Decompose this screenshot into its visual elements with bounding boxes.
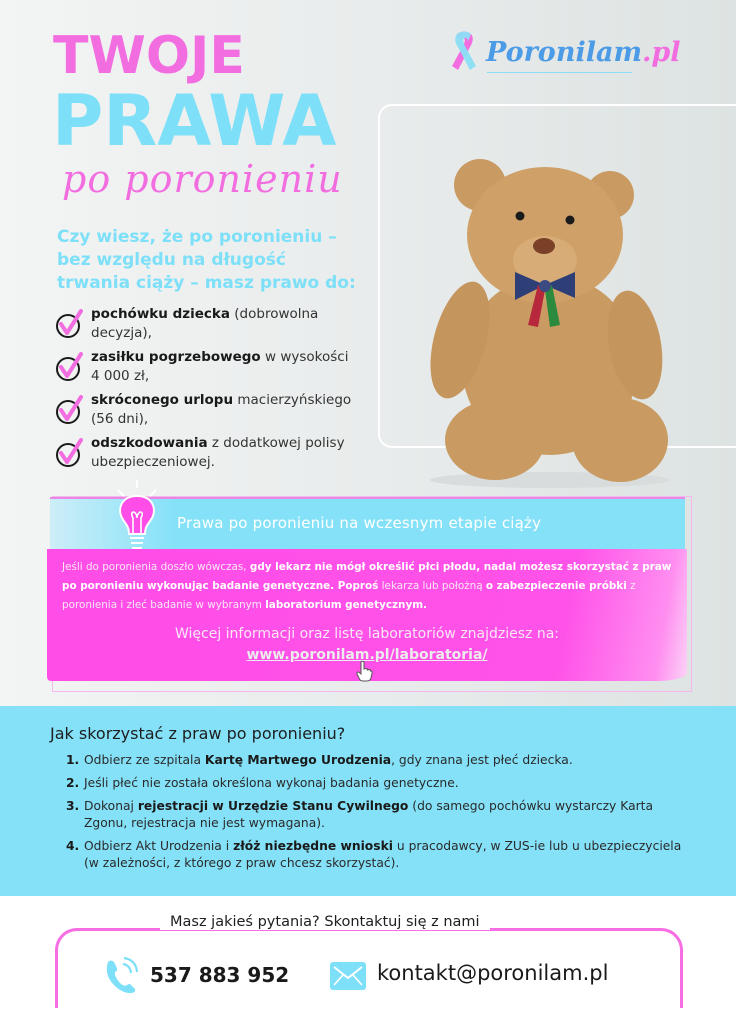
- right-item: [55, 434, 355, 472]
- right-item: [55, 391, 355, 429]
- right-text: odszkodowania z dodatkowej polisy ubezpieczeniowej.: [91, 435, 345, 470]
- laboratories-link[interactable]: www.poronilam.pl/laboratoria/: [246, 647, 488, 663]
- right-text: zasiłku pogrzebowego w wysokości 4 000 zł,: [91, 349, 349, 384]
- right-item: [55, 348, 355, 386]
- hand-pointer-icon: [355, 660, 373, 682]
- rights-list: [55, 305, 355, 477]
- lightbulb-icon: [112, 478, 162, 554]
- email-address[interactable]: kontakt@poronilam.pl: [377, 961, 609, 985]
- howto-steps: [66, 752, 686, 878]
- right-text: skróconego urlopu macierzyńskiego (56 dni),: [91, 392, 352, 427]
- early-rights-paragraph: Jeśli do poronienia doszło wówczas, gdy lekarz nie mógł określić płci płodu, nadal możesz skorzystać z praw po poronieniu wykonując badanie genetyczne. Poproś lekarza lub położną o zabezpieczenie próbki z poronienia i zleć badanie w wybranym laboratorium genetycznym.: [62, 561, 672, 611]
- teddy-bear-image: [420, 140, 680, 490]
- phone-number[interactable]: 537 883 952: [150, 963, 290, 987]
- right-item: [55, 305, 355, 343]
- envelope-icon: [330, 962, 366, 990]
- check-circle-icon: [55, 308, 83, 340]
- title-twoje: TWOJE: [53, 26, 245, 86]
- contact-label: Masz jakieś pytania? Skontaktuj się z nami: [160, 914, 490, 930]
- phone-icon: [102, 956, 138, 994]
- check-circle-icon: [55, 351, 83, 383]
- title-prawa: PRAWA: [52, 80, 337, 162]
- howto-step: 2. Jeśli płeć nie została określona wykonaj badania genetyczne.: [66, 776, 459, 790]
- check-circle-icon: [55, 437, 83, 469]
- more-info-text: Więcej informacji oraz listę laboratoriów znajdziesz na:: [174, 626, 560, 642]
- right-text: pochówku dziecka (dobrowolna decyzja),: [91, 306, 319, 341]
- awareness-ribbon-icon: [448, 30, 480, 74]
- early-rights-title: Prawa po poronieniu na wczesnym etapie ciąży: [177, 514, 542, 532]
- howto-title: Jak skorzystać z praw po poronieniu?: [50, 724, 346, 743]
- intro-question: Czy wiesz, że po poronieniu – bez względu na długość trwania ciąży – masz prawo do:: [57, 227, 356, 293]
- check-circle-icon: [55, 394, 83, 426]
- logo[interactable]: [448, 32, 681, 72]
- howto-step: 1. Odbierz ze szpitala Kartę Martwego Urodzenia, gdy znana jest płeć dziecka.: [66, 753, 573, 767]
- logo-underline: [487, 72, 632, 73]
- title-subtitle: po poronieniu: [62, 157, 343, 201]
- logo-text: Poronilam.pl: [486, 36, 681, 68]
- howto-step: 4. Odbierz Akt Urodzenia i złóż niezbędne wnioski u pracodawcy, w ZUS-ie lub u ubezpieczyciela (w zależności, z którego z praw chcesz skorzystać).: [66, 839, 682, 870]
- howto-step: 3. Dokonaj rejestracji w Urzędzie Stanu Cywilnego (do samego pochówku wystarczy Karta Zgonu, rejestracja nie jest wymagana).: [66, 799, 654, 830]
